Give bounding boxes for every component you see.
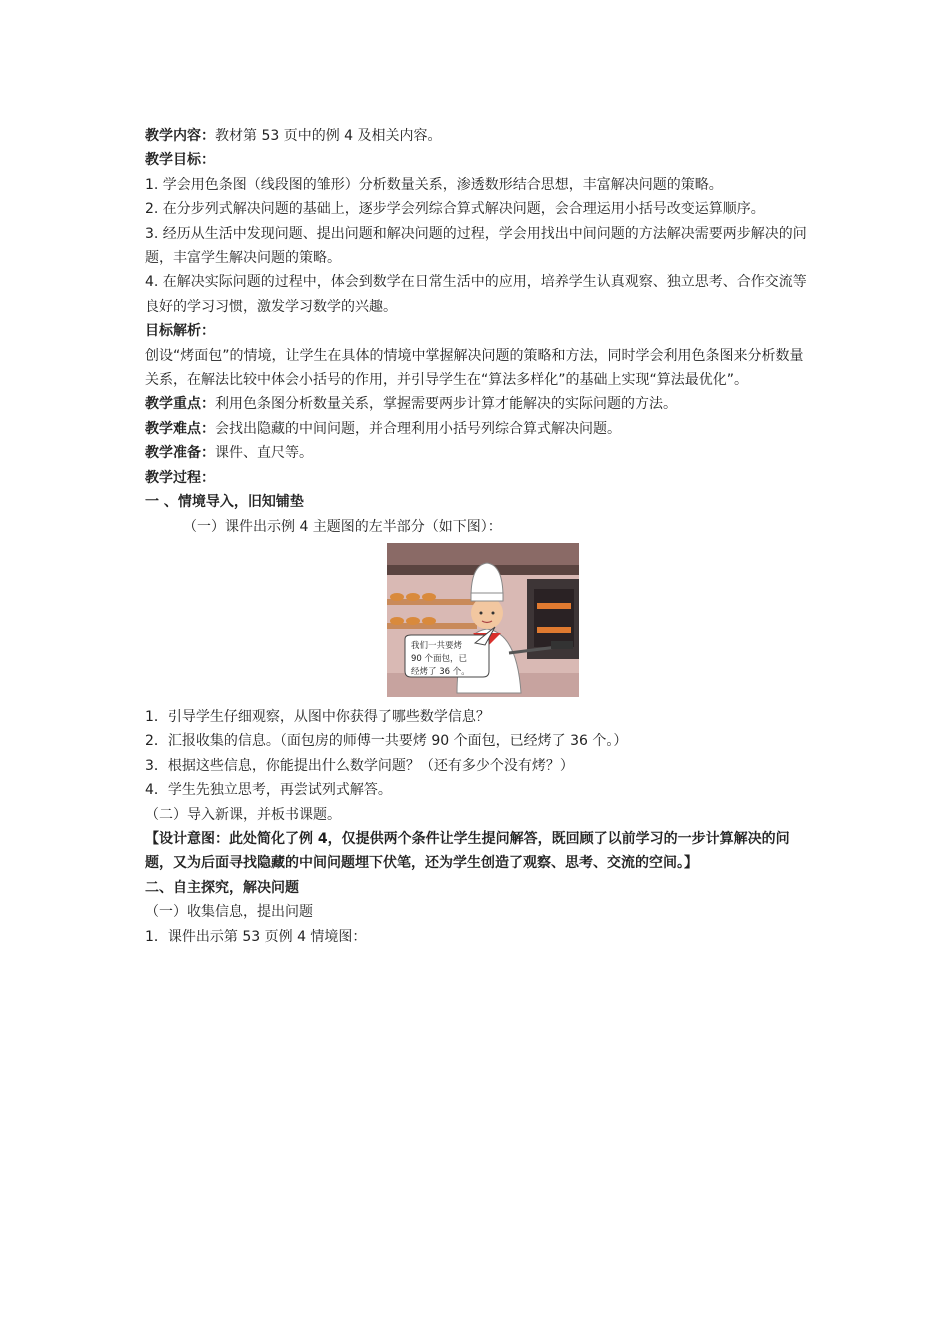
- section1-sub2: （二）导入新课，并板书课题。: [145, 806, 341, 823]
- process-heading: [145, 466, 813, 490]
- prep-label: 教学准备：: [145, 445, 215, 462]
- goals-heading: [145, 148, 813, 172]
- goal-item: 1. 学会用色条图（线段图的雏形）分析数量关系，渗透数形结合思想，丰富解决问题的策略。: [145, 176, 723, 193]
- step-item: 2．汇报收集的信息。（面包房的师傅一共要烤 90 个面包，已经烤了 36 个。）: [145, 733, 628, 750]
- section2-title-text: 二、自主探究，解决问题: [145, 879, 299, 896]
- figure-container: [145, 543, 813, 699]
- bubble-line: 90 个面包，已: [411, 653, 468, 664]
- section1-title: [145, 490, 813, 514]
- section2-title: [145, 876, 813, 900]
- prep-text: 课件、直尺等。: [215, 445, 313, 462]
- section1-sub1: （一）课件出示例 4 主题图的左半部分（如下图）：: [183, 518, 502, 535]
- difficulty-text: 会找出隐藏的中间问题，并合理利用小括号列综合算式解决问题。: [215, 420, 621, 437]
- goals-label: 教学目标：: [145, 152, 215, 169]
- difficulty-label: 教学难点：: [145, 420, 215, 437]
- prep-line: [145, 441, 813, 465]
- content-label: 教学内容：: [145, 128, 215, 144]
- analysis-heading: [145, 319, 813, 343]
- design-intent: [145, 827, 813, 876]
- section2-sub1: （一）收集信息，提出问题: [145, 904, 313, 921]
- goal-item: 2. 在分步列式解决问题的基础上，逐步学会列综合算式解决问题，会合理运用小括号改变运算顺序。: [145, 201, 765, 218]
- content-line: [145, 124, 813, 148]
- step-item: 4．学生先独立思考，再尝试列式解答。: [145, 782, 392, 799]
- goal-item: 4. 在解决实际问题的过程中，体会到数学在日常生活中的应用，培养学生认真观察、独立思考、合作交流等良好的学习习惯，激发学习数学的兴趣。: [145, 274, 807, 315]
- bubble-line: 我们一共要烤: [411, 640, 463, 651]
- analysis-text: 创设“烤面包”的情境，让学生在具体的情境中掌握解决问题的策略和方法，同时学会利用色条图来分析数量关系，在解法比较中体会小括号的作用，并引导学生在“算法多样化”的基础上实现“算法最优化”。: [145, 347, 804, 389]
- step-item: 1．引导学生仔细观察，从图中你获得了哪些数学信息？: [145, 708, 490, 725]
- goal-item: 3. 经历从生活中发现问题、提出问题和解决问题的过程，学会用找出中间问题的方法解决需要两步解决的问题，丰富学生解决问题的策略。: [145, 225, 807, 267]
- document-body: [145, 124, 813, 949]
- bubble-line: 经烤了 36 个。: [411, 666, 470, 677]
- key-label: 教学重点：: [145, 396, 215, 413]
- section2-step1: 1．课件出示第 53 页例 4 情境图：: [145, 928, 367, 945]
- design-intent-text: 【设计意图：此处简化了例 4，仅提供两个条件让学生提问解答，既回顾了以前学习的一步计算解决的问题，又为后面寻找隐藏的中间问题埋下伏笔，还为学生创造了观察、思考、交流的空间。】: [145, 830, 790, 872]
- baker-illustration: [387, 543, 579, 697]
- content-text: 教材第 53 页中的例 4 及相关内容。: [215, 128, 442, 144]
- key-line: [145, 392, 813, 416]
- process-label: 教学过程：: [145, 469, 215, 486]
- step-item: 3．根据这些信息，你能提出什么数学问题？（还有多少个没有烤？）: [145, 757, 574, 774]
- difficulty-line: [145, 417, 813, 441]
- section1-title-text: 一 、情境导入，旧知铺垫: [145, 494, 304, 511]
- key-text: 利用色条图分析数量关系，掌握需要两步计算才能解决的实际问题的方法。: [215, 396, 677, 413]
- analysis-label: 目标解析：: [145, 323, 215, 340]
